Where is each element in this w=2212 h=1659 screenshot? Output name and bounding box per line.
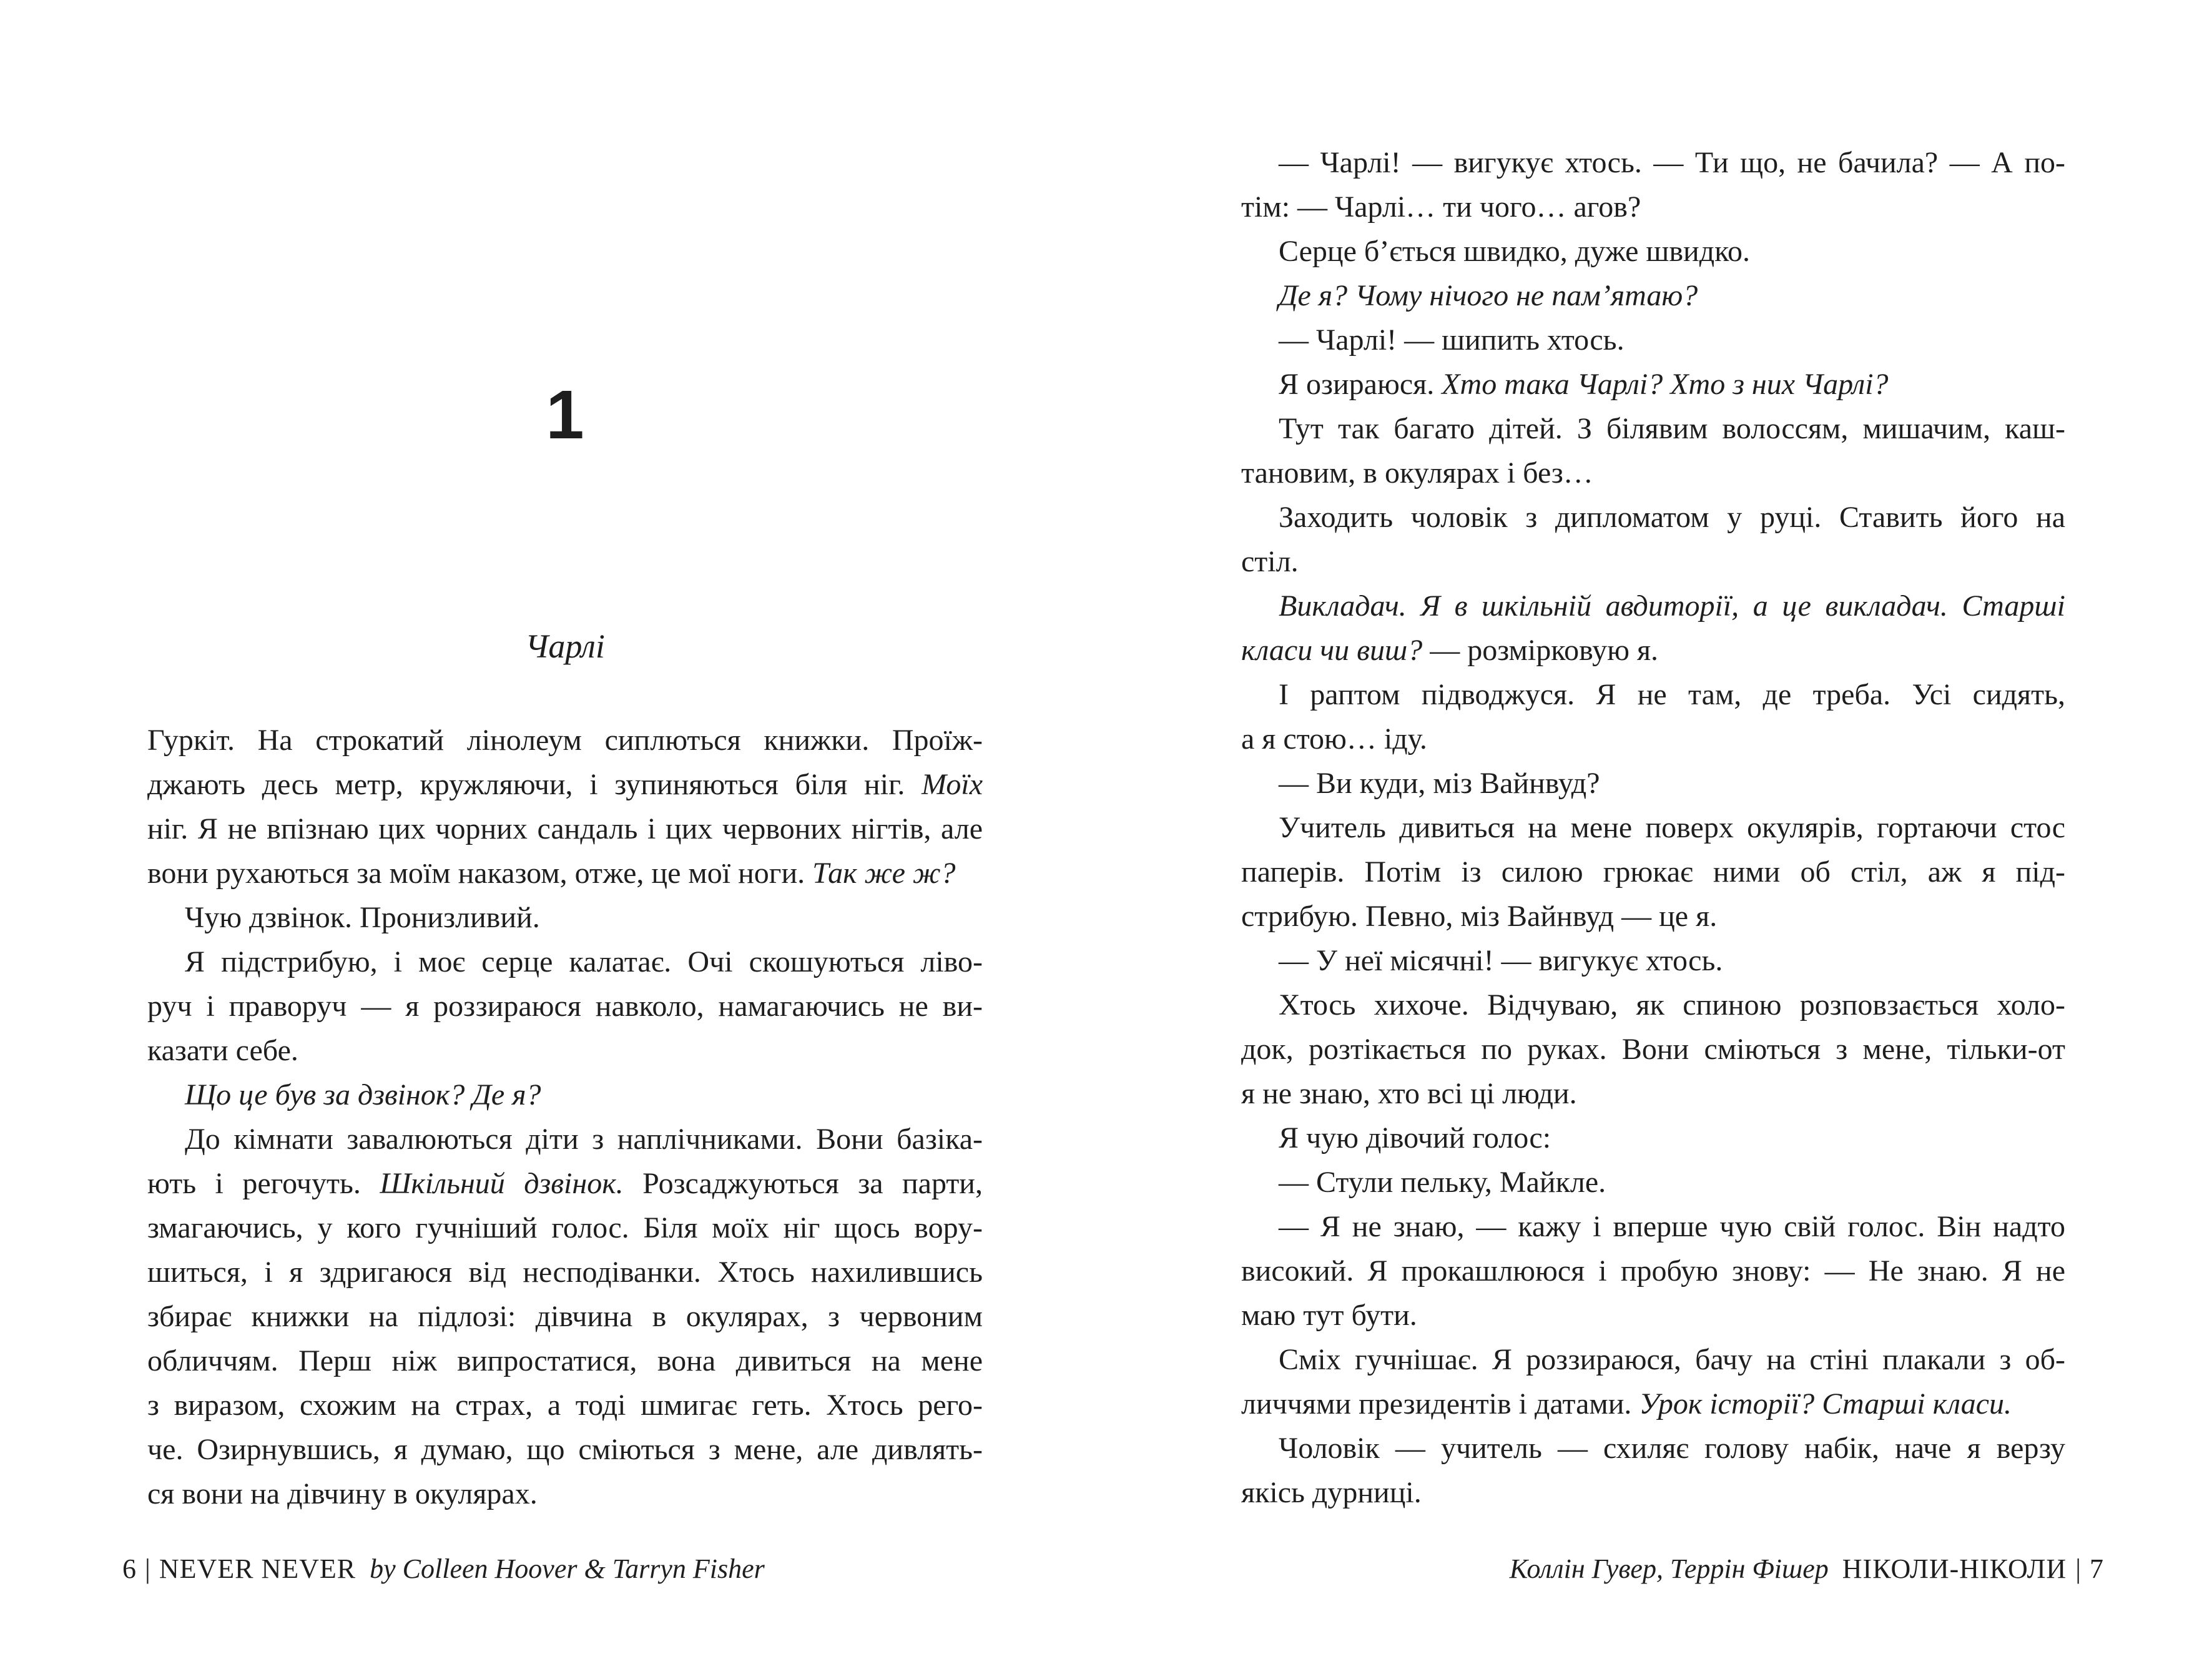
text-line [1241, 672, 2065, 717]
text-segment: ніг. Я не впізнаю цих чорних сандаль і цих червоних нігтів, але [147, 812, 983, 845]
text-segment: личчями президентів і датами. [1241, 1387, 1639, 1420]
text-line [147, 1206, 983, 1250]
text-segment: обличчям. Перш ніж випростатися, вона дивиться на мене [147, 1344, 983, 1377]
text-line [1241, 273, 2065, 318]
footer-separator: | [145, 1553, 150, 1584]
text-segment: Гуркіт. На строкатий лінолеум сиплються книжки. Проїж- [147, 724, 983, 757]
footer-authors: Коллін Гувер, Террін Фішер [1509, 1553, 1829, 1584]
text-segment: Заходить чоловік з дипломатом у руці. Ставить його на [1279, 501, 2065, 534]
text-line [147, 851, 983, 895]
text-segment: джають десь метр, кружляючи, і зупиняються біля ніг. [147, 768, 922, 801]
text-segment: — Чарлі! — вигукує хтось. — Ти що, не бачила? — А по- [1279, 146, 2065, 179]
text-segment: Серце б’ється швидко, дуже швидко. [1279, 235, 1751, 268]
text-segment: Учитель дивиться на мене поверх окулярів, гортаючи стос [1279, 811, 2065, 844]
text-line [147, 1472, 983, 1516]
italic-text: Що це був за дзвінок? Де я? [185, 1078, 541, 1111]
text-line [147, 1339, 983, 1383]
text-line [147, 940, 983, 984]
page-number: 7 [2090, 1553, 2103, 1584]
text-segment: якісь дурниці. [1241, 1476, 1422, 1509]
italic-text: Викладач. Я в шкільній авдиторії, а це викладач. Старші [1279, 589, 2065, 623]
text-segment: стрибую. Певно, міз Вайнвуд — це я. [1241, 900, 1718, 933]
text-line [1241, 229, 2065, 273]
text-line [1241, 1249, 2065, 1293]
text-line [147, 895, 983, 940]
right-page-body-text [1241, 140, 2065, 1515]
text-segment: — Стули пельку, Майкле. [1279, 1166, 1606, 1199]
text-line [147, 1073, 983, 1117]
text-segment: тім: — Чарлі… ти чого… агов? [1241, 190, 1641, 224]
text-segment: Чоловік — учитель — схиляє голову набік, наче я верзу [1279, 1432, 2065, 1465]
text-segment: тановим, в окулярах і без… [1241, 456, 1593, 490]
text-line [1241, 1293, 2065, 1337]
text-line [1241, 451, 2065, 495]
text-segment: док, розтікається по руках. Вони сміються з мене, тільки-от [1241, 1033, 2065, 1066]
text-line [147, 1427, 983, 1472]
text-segment: а я стою… іду. [1241, 722, 1427, 756]
footer-authors: by Colleen Hoover & Tarryn Fisher [370, 1553, 765, 1584]
text-segment: Сміх гучнішає. Я роззираюся, бачу на стіні плакали з об- [1279, 1343, 2065, 1376]
text-line [1241, 1071, 2065, 1116]
footer-book-title: NEVER NEVER [159, 1553, 356, 1584]
text-segment: До кімнати завалюються діти з наплічниками. Вони базіка- [185, 1123, 983, 1156]
text-line [1241, 850, 2065, 894]
text-segment: казати себе. [147, 1034, 298, 1067]
text-segment: ють і регочуть. [147, 1167, 380, 1200]
text-segment: я не знаю, хто всі ці люди. [1241, 1077, 1577, 1110]
text-line [147, 1294, 983, 1339]
text-segment: ся вони на дівчину в окулярах. [147, 1477, 538, 1510]
text-line [1241, 495, 2065, 539]
text-line [1241, 717, 2065, 761]
right-page-footer [1510, 1547, 2103, 1591]
text-line [1241, 761, 2065, 805]
text-segment: Розсаджуються за парти, [623, 1167, 983, 1200]
text-line [147, 718, 983, 762]
text-line [147, 807, 983, 851]
text-segment: — Чарлі! — шипить хтось. [1279, 323, 1625, 357]
italic-text: Хто така Чарлі? Хто з них Чарлі? [1442, 368, 1889, 401]
text-segment: І раптом підводжуся. Я не там, де треба. Усі сидять, [1279, 678, 2065, 711]
text-segment: з виразом, схожим на страх, а тоді шмигає геть. Хтось рего- [147, 1389, 983, 1422]
text-line [1241, 1204, 2065, 1249]
text-segment: че. Озирнувшись, я думаю, що сміються з мене, але дивлять- [147, 1433, 983, 1466]
text-line [1241, 1426, 2065, 1470]
text-segment: Я озираюся. [1279, 368, 1442, 401]
text-segment: стіл. [1241, 545, 1299, 578]
text-segment: шиться, і я здригаюся від несподіванки. Хтось нахилившись [147, 1256, 983, 1289]
text-line [1241, 894, 2065, 938]
text-line [1241, 1160, 2065, 1204]
text-segment: Я підстрибую, і моє серце калатає. Очі скошуються ліво- [185, 945, 983, 978]
chapter-title: Чарлі [525, 628, 605, 665]
footer-separator: | [2075, 1553, 2081, 1584]
text-line [1241, 1382, 2065, 1426]
italic-text: класи чи виш? [1241, 634, 1423, 667]
text-segment: маю тут бути. [1241, 1299, 1417, 1332]
left-page-body-text [147, 718, 983, 1516]
text-line [1241, 1470, 2065, 1515]
text-segment: — розмірковую я. [1422, 634, 1659, 667]
text-segment: Хтось хихоче. Відчуваю, як спиною розповзається холо- [1279, 988, 2065, 1021]
text-segment: високий. Я прокашлююся і пробую знову: — Не знаю. Я не [1241, 1254, 2065, 1287]
italic-text: Шкільний дзвінок. [380, 1167, 624, 1200]
italic-text: Де я? Чому нічого не пам’ятаю? [1279, 279, 1698, 312]
text-segment: — У неї місячні! — вигукує хтось. [1279, 944, 1723, 977]
text-line [147, 1250, 983, 1294]
text-segment: — Я не знаю, — кажу і вперше чую свій голос. Він надто [1279, 1210, 2065, 1243]
italic-text: Так же ж? [812, 857, 956, 890]
text-segment: збирає книжки на підлозі: дівчина в окулярах, з червоним [147, 1300, 983, 1333]
text-line [147, 1028, 983, 1073]
text-line [147, 984, 983, 1028]
text-line [1241, 584, 2065, 628]
text-line [1241, 185, 2065, 229]
text-segment: Я чую дівочий голос: [1279, 1121, 1551, 1154]
text-line [1241, 406, 2065, 451]
text-line [1241, 628, 2065, 672]
text-segment: змагаючись, у кого гучніший голос. Біля моїх ніг щось вору- [147, 1211, 983, 1244]
text-line [1241, 140, 2065, 185]
italic-text: Урок історії? Старші класи. [1639, 1387, 2012, 1420]
text-segment: паперів. Потім із силою грюкає ними об стіл, аж я під- [1241, 855, 2065, 889]
text-line [1241, 1027, 2065, 1071]
text-line [147, 1383, 983, 1427]
page-number: 6 [122, 1553, 136, 1584]
left-page-footer [122, 1547, 765, 1591]
text-line [1241, 938, 2065, 983]
text-line [1241, 318, 2065, 362]
text-line [1241, 362, 2065, 406]
text-line [147, 1161, 983, 1206]
text-segment: Чую дзвінок. Пронизливий. [185, 901, 540, 934]
text-line [1241, 805, 2065, 850]
text-segment: — Ви куди, міз Вайнвуд? [1279, 767, 1600, 800]
chapter-number: 1 [546, 377, 584, 453]
text-segment: руч і праворуч — я роззираюся навколо, намагаючись не ви- [147, 990, 983, 1023]
text-line [1241, 983, 2065, 1027]
text-line [147, 1117, 983, 1161]
italic-text: Моїх [922, 768, 983, 801]
text-line [147, 762, 983, 807]
text-line [1241, 539, 2065, 584]
footer-book-title: НІКОЛИ-НІКОЛИ [1842, 1553, 2067, 1584]
right-page [1106, 0, 2212, 1659]
text-segment: Тут так багато дітей. З білявим волоссям, мишачим, каш- [1279, 412, 2065, 445]
text-segment: вони рухаються за моїм наказом, отже, це мої ноги. [147, 857, 813, 890]
text-line [1241, 1337, 2065, 1382]
text-line [1241, 1116, 2065, 1160]
